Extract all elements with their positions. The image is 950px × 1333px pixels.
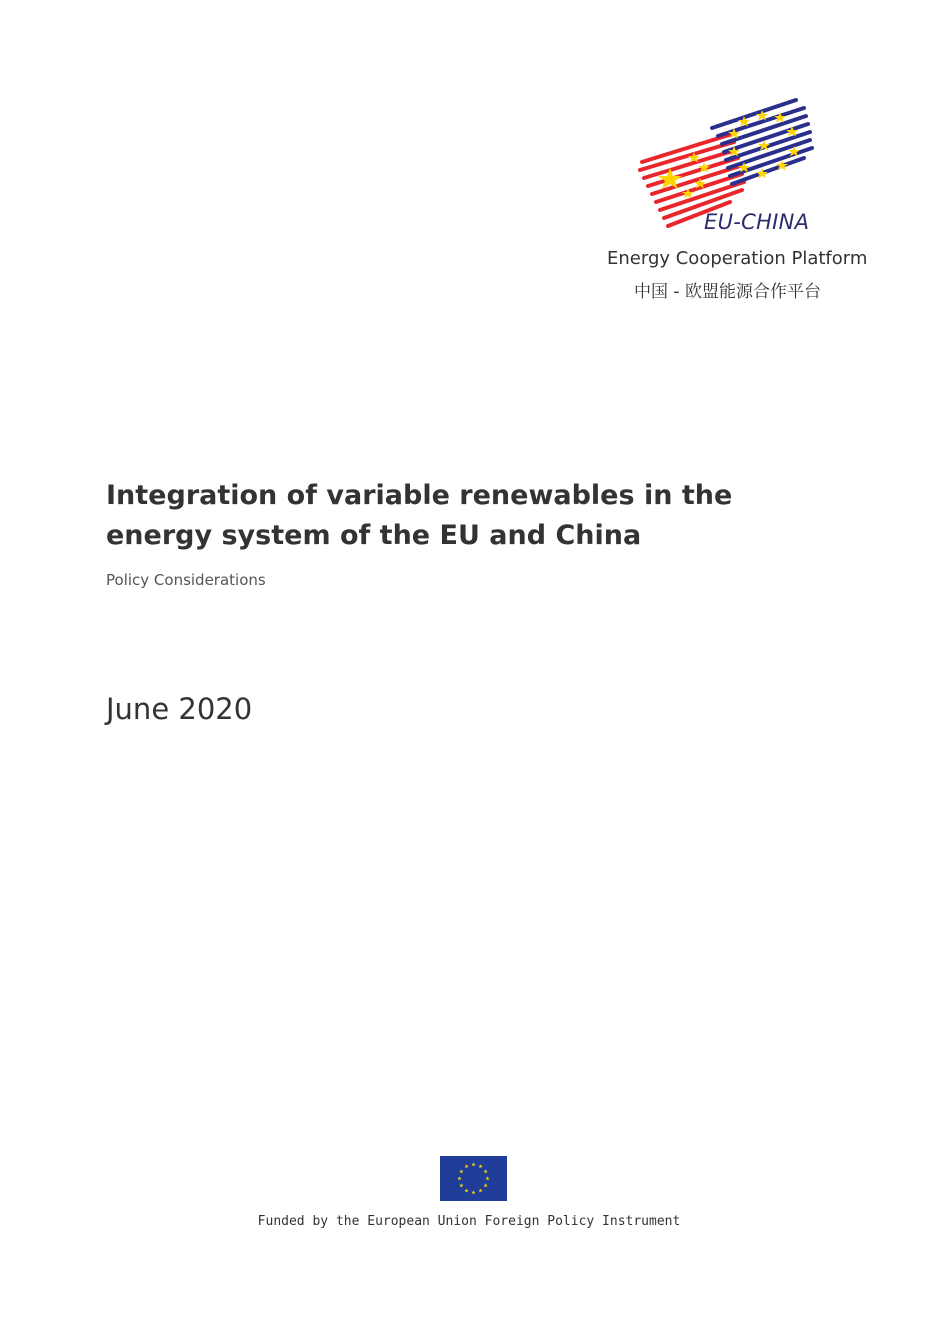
document-title: Integration of variable renewables in the energy system of the EU and China xyxy=(106,480,733,551)
logo xyxy=(600,90,880,305)
funding-statement: Funded by the European Union Foreign Policy Instrument xyxy=(257,1214,681,1229)
logo-subtitle-zh: 中国 - 欧盟能源合作平台 xyxy=(634,282,821,302)
logo-subtitle-en: Energy Cooperation Platform xyxy=(607,248,868,269)
logo-brand-text: EU-CHINA xyxy=(704,210,810,234)
document-date: June 2020 xyxy=(106,692,253,726)
eu-china-flag-logo xyxy=(634,90,814,230)
eu-flag-icon xyxy=(440,1156,507,1201)
document-subtitle: Policy Considerations xyxy=(106,571,266,589)
